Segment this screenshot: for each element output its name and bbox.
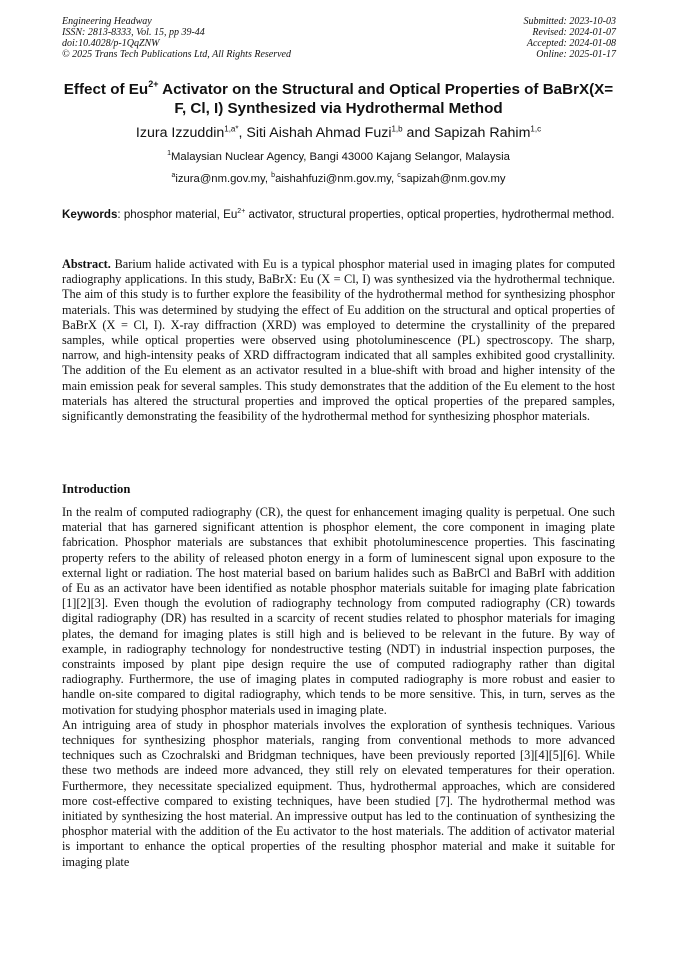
email-link[interactable]: izura@nm.gov.my, (175, 173, 272, 185)
abstract-text: Barium halide activated with Eu is a typical phosphor material used in imaging plates for computed radiography applications. In this study, BaBrX: Eu (X = Cl, I) was synthesized via the hydrothermal technique. The aim of this study is to further explore the feasibility of the hydrothermal method for synthesizing phosphor materials. This was determined by studying the effect of Eu addition on the structural and optical properties of BaBrX (X = Cl, I). X-ray diffraction (XRD) was employed to determine the crystallinity of the prepared samples, while optical properties were observed using photoluminescence (PL) spectroscopy. The sharp, narrow, and high-intensity peaks of XRD diffractogram indicated that all samples exhibited good crystallinity. The addition of the Eu element as an activator resulted in a blue-shift with broad and higher intensity of the main emission peak for several samples. This study demonstrates that the addition of the Eu element to the host materials has altered the structural properties and improved the optical properties of the prepared samples, significantly demonstrating the feasibility of the hydrothermal method for synthesizing phosphor materials. (62, 257, 615, 424)
author-affiliation-mark: 1,a* (224, 124, 239, 134)
keywords-superscript: 2+ (237, 208, 246, 216)
author-separator: and (402, 125, 435, 141)
introduction-body (62, 505, 615, 870)
keywords (62, 207, 615, 222)
keywords-label: Keywords (62, 208, 118, 221)
journal-name: Engineering Headway (62, 16, 152, 27)
online-date: Online: 2025-01-17 (536, 49, 616, 60)
submitted-date: Submitted: 2023-10-03 (523, 16, 616, 27)
author-separator: , (238, 125, 247, 141)
revised-date: Revised: 2024-01-07 (532, 27, 616, 38)
affiliation (62, 150, 615, 164)
author-affiliation-mark: 1,b (391, 124, 403, 134)
issn-line: ISSN: 2813-8333, Vol. 15, pp 39-44 (62, 27, 205, 38)
email-mark: c (397, 172, 401, 180)
author-name: Izura Izzuddin (135, 125, 225, 141)
affiliation-mark: 1 (167, 150, 171, 158)
title-part-2: Activator on the Structural and Optical Properties of BaBrX(X= F, Cl, I) Synthesized via Hydrothermal Method (158, 81, 614, 117)
copyright-line: © 2025 Trans Tech Publications Ltd, All Rights Reserved (62, 49, 291, 60)
doi-line[interactable]: doi:10.4028/p-1QqZNW (62, 38, 160, 49)
affiliation-text: Malaysian Nuclear Agency, Bangi 43000 Kajang Selangor, Malaysia (171, 151, 510, 163)
journal-info (62, 16, 291, 60)
author-name: Sapizah Rahim (434, 125, 531, 141)
author-emails (62, 172, 615, 186)
email-mark: a (171, 172, 176, 180)
abstract (62, 257, 615, 424)
submission-dates (524, 16, 617, 60)
email-link[interactable]: sapizah@nm.gov.my (400, 173, 506, 185)
email-link[interactable]: aishahfuzi@nm.gov.my, (275, 173, 398, 185)
email-mark: b (271, 172, 276, 180)
paragraph: In the realm of computed radiography (CR), the quest for enhancement imaging quality is perpetual. One such material that has garnered significant attention is phosphor element, the core component in imaging plate fabrication. Phosphor materials are substances that exhibit photoluminescence properties. This fascinating property refers to the ability of released photon energy in a form of luminescent signal upon exposure to the external light or radiation. The host material based on barium halides such as BaBrCl and BaBrI with addition of Eu as an activator have been identified as notable phosphor materials suitable for imaging plate fabrication [1][2][3]. Even though the evolution of radiography technology from computed radiography (CR) towards digital radiography (DR) has resulted in a scarcity of recent studies related to phosphor materials for imaging plates, the demand for imaging plates is still high and is believed to be relevant in the future. By way of example, in radiography technology for nondestructive testing (NDT) in industrial inspection purposes, the constraints imposed by plant pipe design require the use of computed radiography rather than digital radiography. Furthermore, the use of imaging plates in computed radiography is more robust and easier to handle on-site compared to digital radiography, which tends to be more sensitive. This, in turn, serves as the motivation for studying phosphor materials used in imaging plate. (62, 505, 615, 717)
paragraph: An intriguing area of study in phosphor materials involves the exploration of synthesis techniques. Various techniques for synthesizing phosphor materials, ranging from conventional methods to more advanced techniques such as Czochralski and Bridgman techniques, have been previously reported [3][4][5][6]. While these two methods are indeed more advanced, they still rely on elevated temperatures for their operation. Furthermore, they necessitate specialized equipment. Thus, hydrothermal approaches, which are considered more cost-effective compared to existing techniques, have been studied [7]. The hydrothermal method was initiated by synthesizing the host material. An impressive output has led to the continuation of synthesizing the phosphor material with the addition of the Eu activator to the host materials. The addition of activator material is important to enhance the optical properties of the resulting phosphor material and make it suitable for imaging plate (62, 717, 615, 869)
abstract-label: Abstract. (62, 257, 111, 271)
keywords-text: : phosphor material, Eu (117, 208, 238, 221)
title-part-1: Effect of Eu (63, 81, 149, 98)
author-name: Siti Aishah Ahmad Fuzi (246, 125, 392, 141)
introduction-heading: Introduction (62, 482, 131, 496)
author-affiliation-mark: 1,c (530, 124, 542, 134)
keywords-text-continued: activator, structural properties, optical properties, hydrothermal method. (245, 208, 615, 221)
title-superscript: 2+ (148, 78, 159, 89)
author-list (62, 124, 615, 142)
accepted-date: Accepted: 2024-01-08 (526, 38, 616, 49)
paper-title (62, 80, 615, 118)
